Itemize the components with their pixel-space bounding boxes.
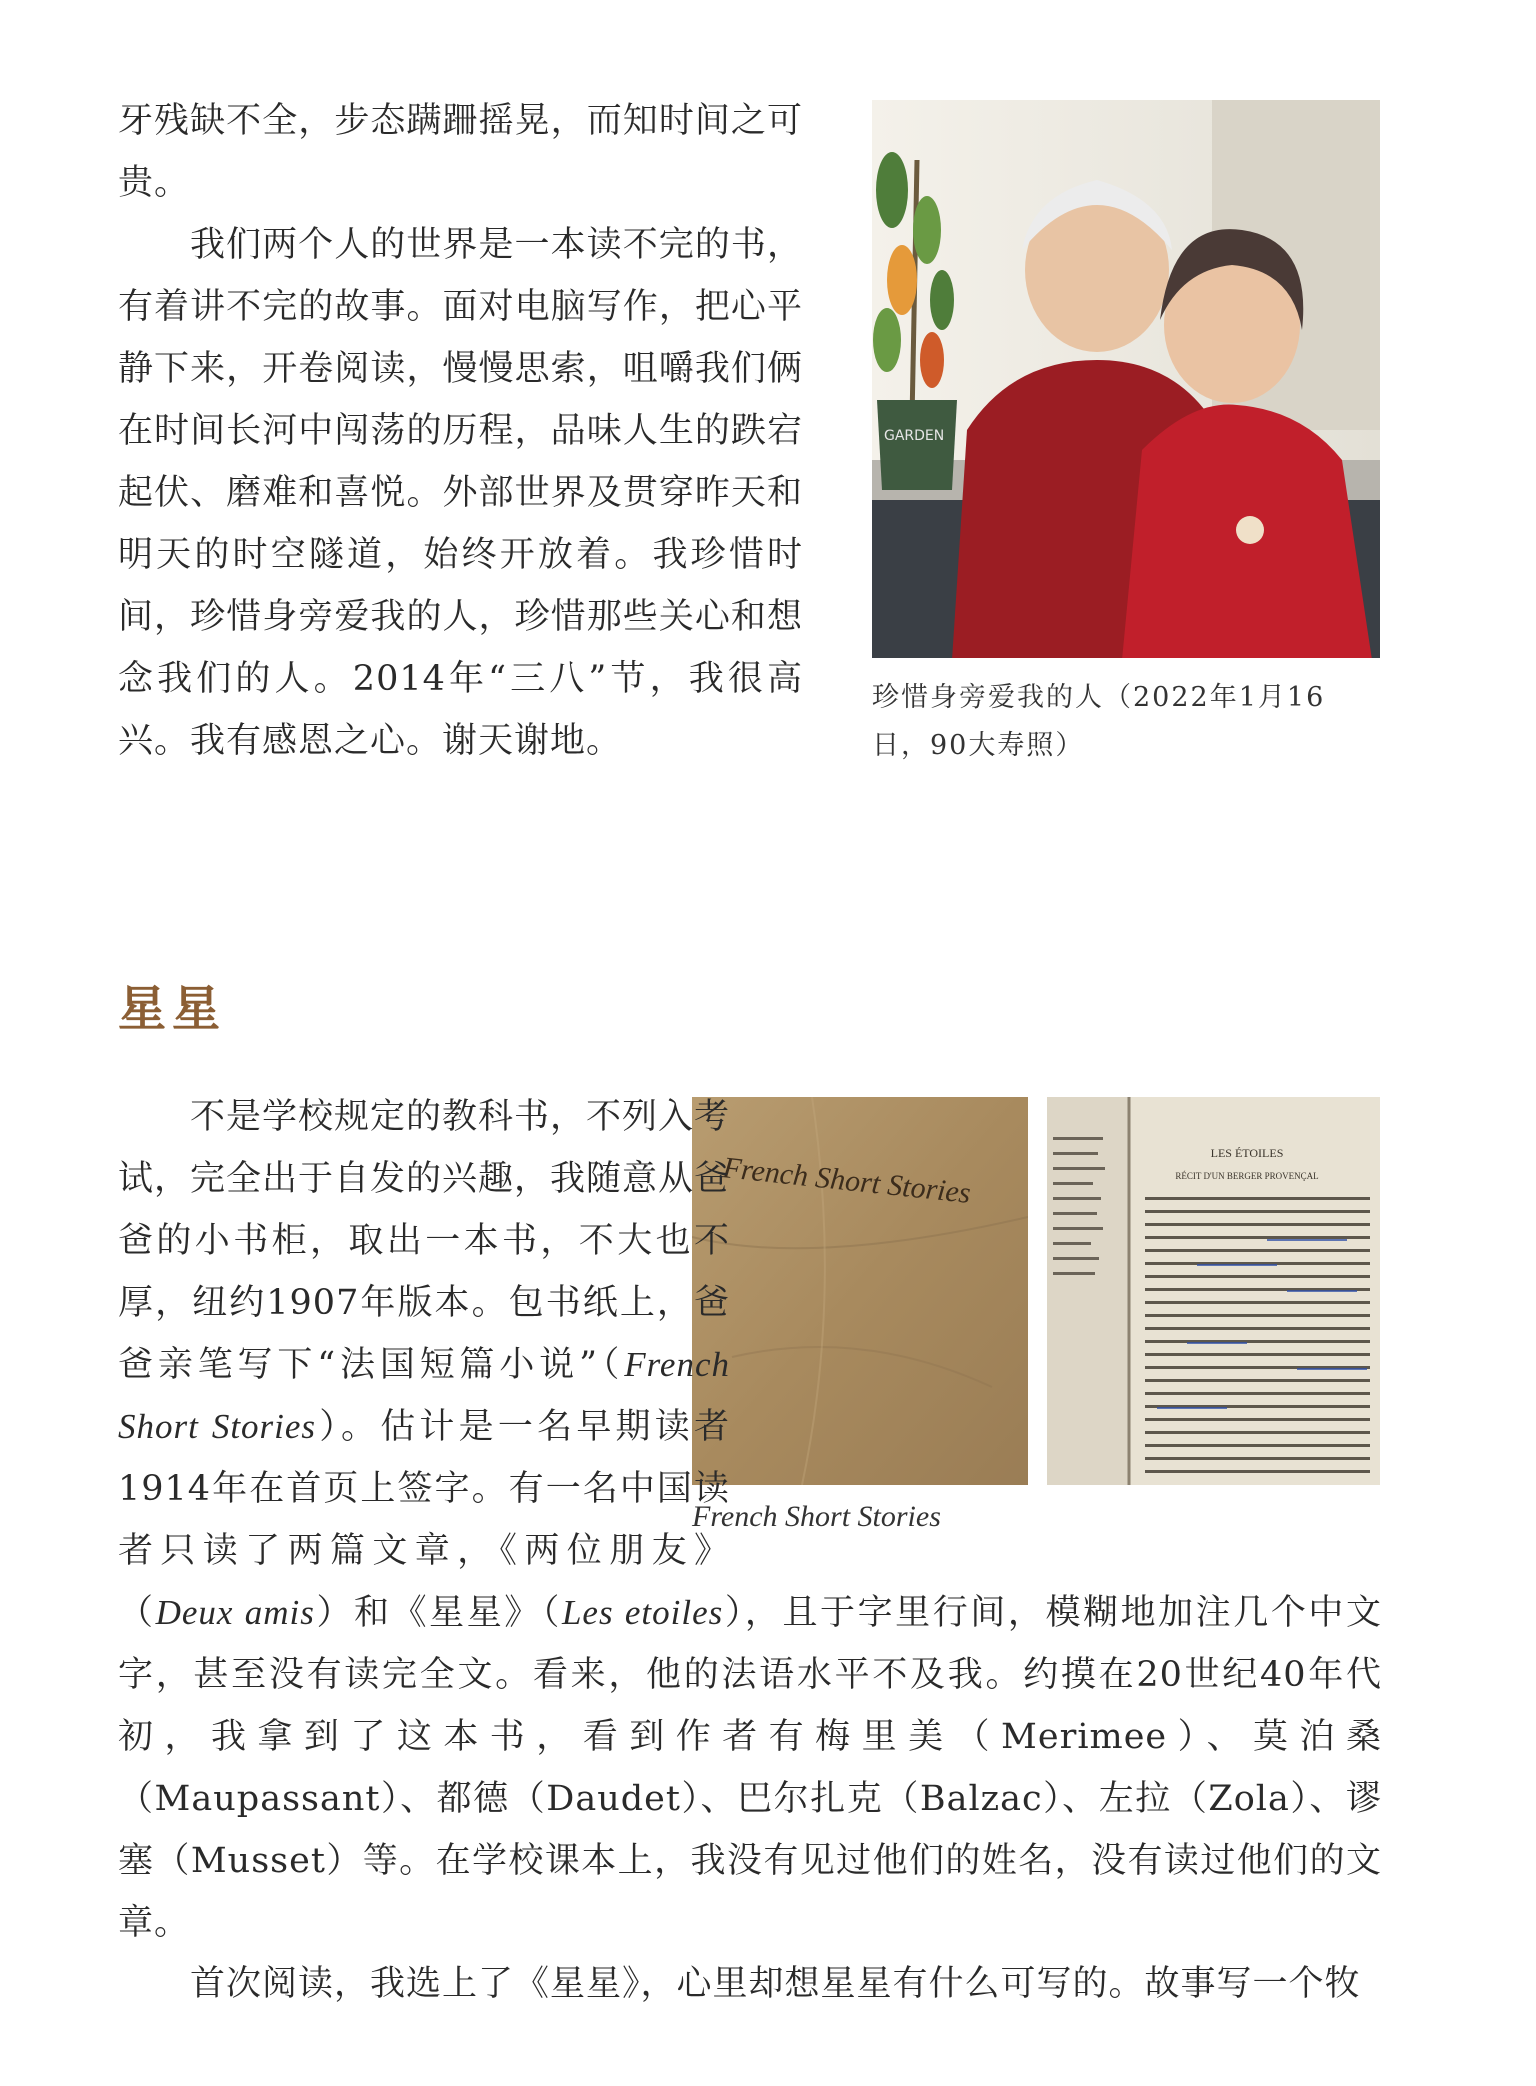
book-page-title: LES ÉTOILES — [1210, 1146, 1284, 1160]
paragraph-two-person-world: 我们两个人的世界是一本读不完的书，有着讲不完的故事。面对电脑写作，把心平静下来，开卷阅读，慢慢思索，咀嚼我们俩在时间长河中闯荡的历程，品味人生的跌宕起伏、磨难和喜悦。外部世界及贯穿昨天和明天的时空隧道，始终开放着。我珍惜时间，珍惜身旁爱我的人，珍惜那些关心和想念我们的人。2014年“三八”节，我很高兴。我有感恩之心。谢天谢地。 — [118, 225, 803, 761]
book-cover-handwriting: French Short Stories — [721, 1151, 973, 1210]
para1-text-2: ）。估计是一名早期读者1914年在首页上签字。有一名中国读者只读了两篇文章，《两位朋友》（ — [118, 1407, 730, 1633]
couple-photo — [872, 100, 1380, 658]
paragraph-first-reading: 首次阅读，我选上了《星星》，心里却想星星有什么可写的。故事写一个牧 — [190, 1964, 1361, 2004]
book-photo-caption: French Short Stories — [692, 1500, 941, 1533]
paragraph-french-short-stories — [118, 1086, 1382, 1954]
section-heading-stars: 星星 — [118, 981, 227, 1037]
para1-title-deux-amis: Deux amis — [155, 1593, 315, 1632]
para1-text-4: ），且于字里行间，模糊地加注几个中文字，甚至没有读完全文。看来，他的法语水平不及我。约摸在20世纪40年代初，我拿到了这本书，看到作者有梅里美（Merimee）、莫泊桑（Maupassant）、都德（Daudet）、巴尔扎克（Balzac）、左拉（Zola）、谬塞（Musset）等。在学校课本上，我没有见过他们的姓名，没有读过他们的文章。 — [118, 1593, 1382, 1943]
book-page-subtitle: RÉCIT D'UN BERGER PROVENÇAL — [1175, 1171, 1319, 1181]
para1-title-les-etoiles: Les etoiles — [561, 1593, 724, 1632]
para1-text-1: 不是学校规定的教科书，不列入考试，完全出于自发的兴趣，我随意从爸爸的小书柜，取出一本书，不大也不厚，纽约1907年版本。包书纸上，爸爸亲笔写下“法国短篇小说”（ — [118, 1097, 731, 1385]
couple-photo-caption: 珍惜身旁爱我的人（2022年1月16日，90大寿照） — [872, 682, 1326, 761]
float-spacer — [730, 1086, 1382, 1582]
para1-title-french-short-stories: French Short Stories — [118, 1345, 730, 1446]
pot-label: GARDEN — [884, 428, 945, 444]
paragraph-time-precious: 牙残缺不全，步态蹒跚摇晃，而知时间之可贵。 — [118, 101, 803, 203]
para1-text-3: ）和《星星》（ — [314, 1593, 562, 1633]
